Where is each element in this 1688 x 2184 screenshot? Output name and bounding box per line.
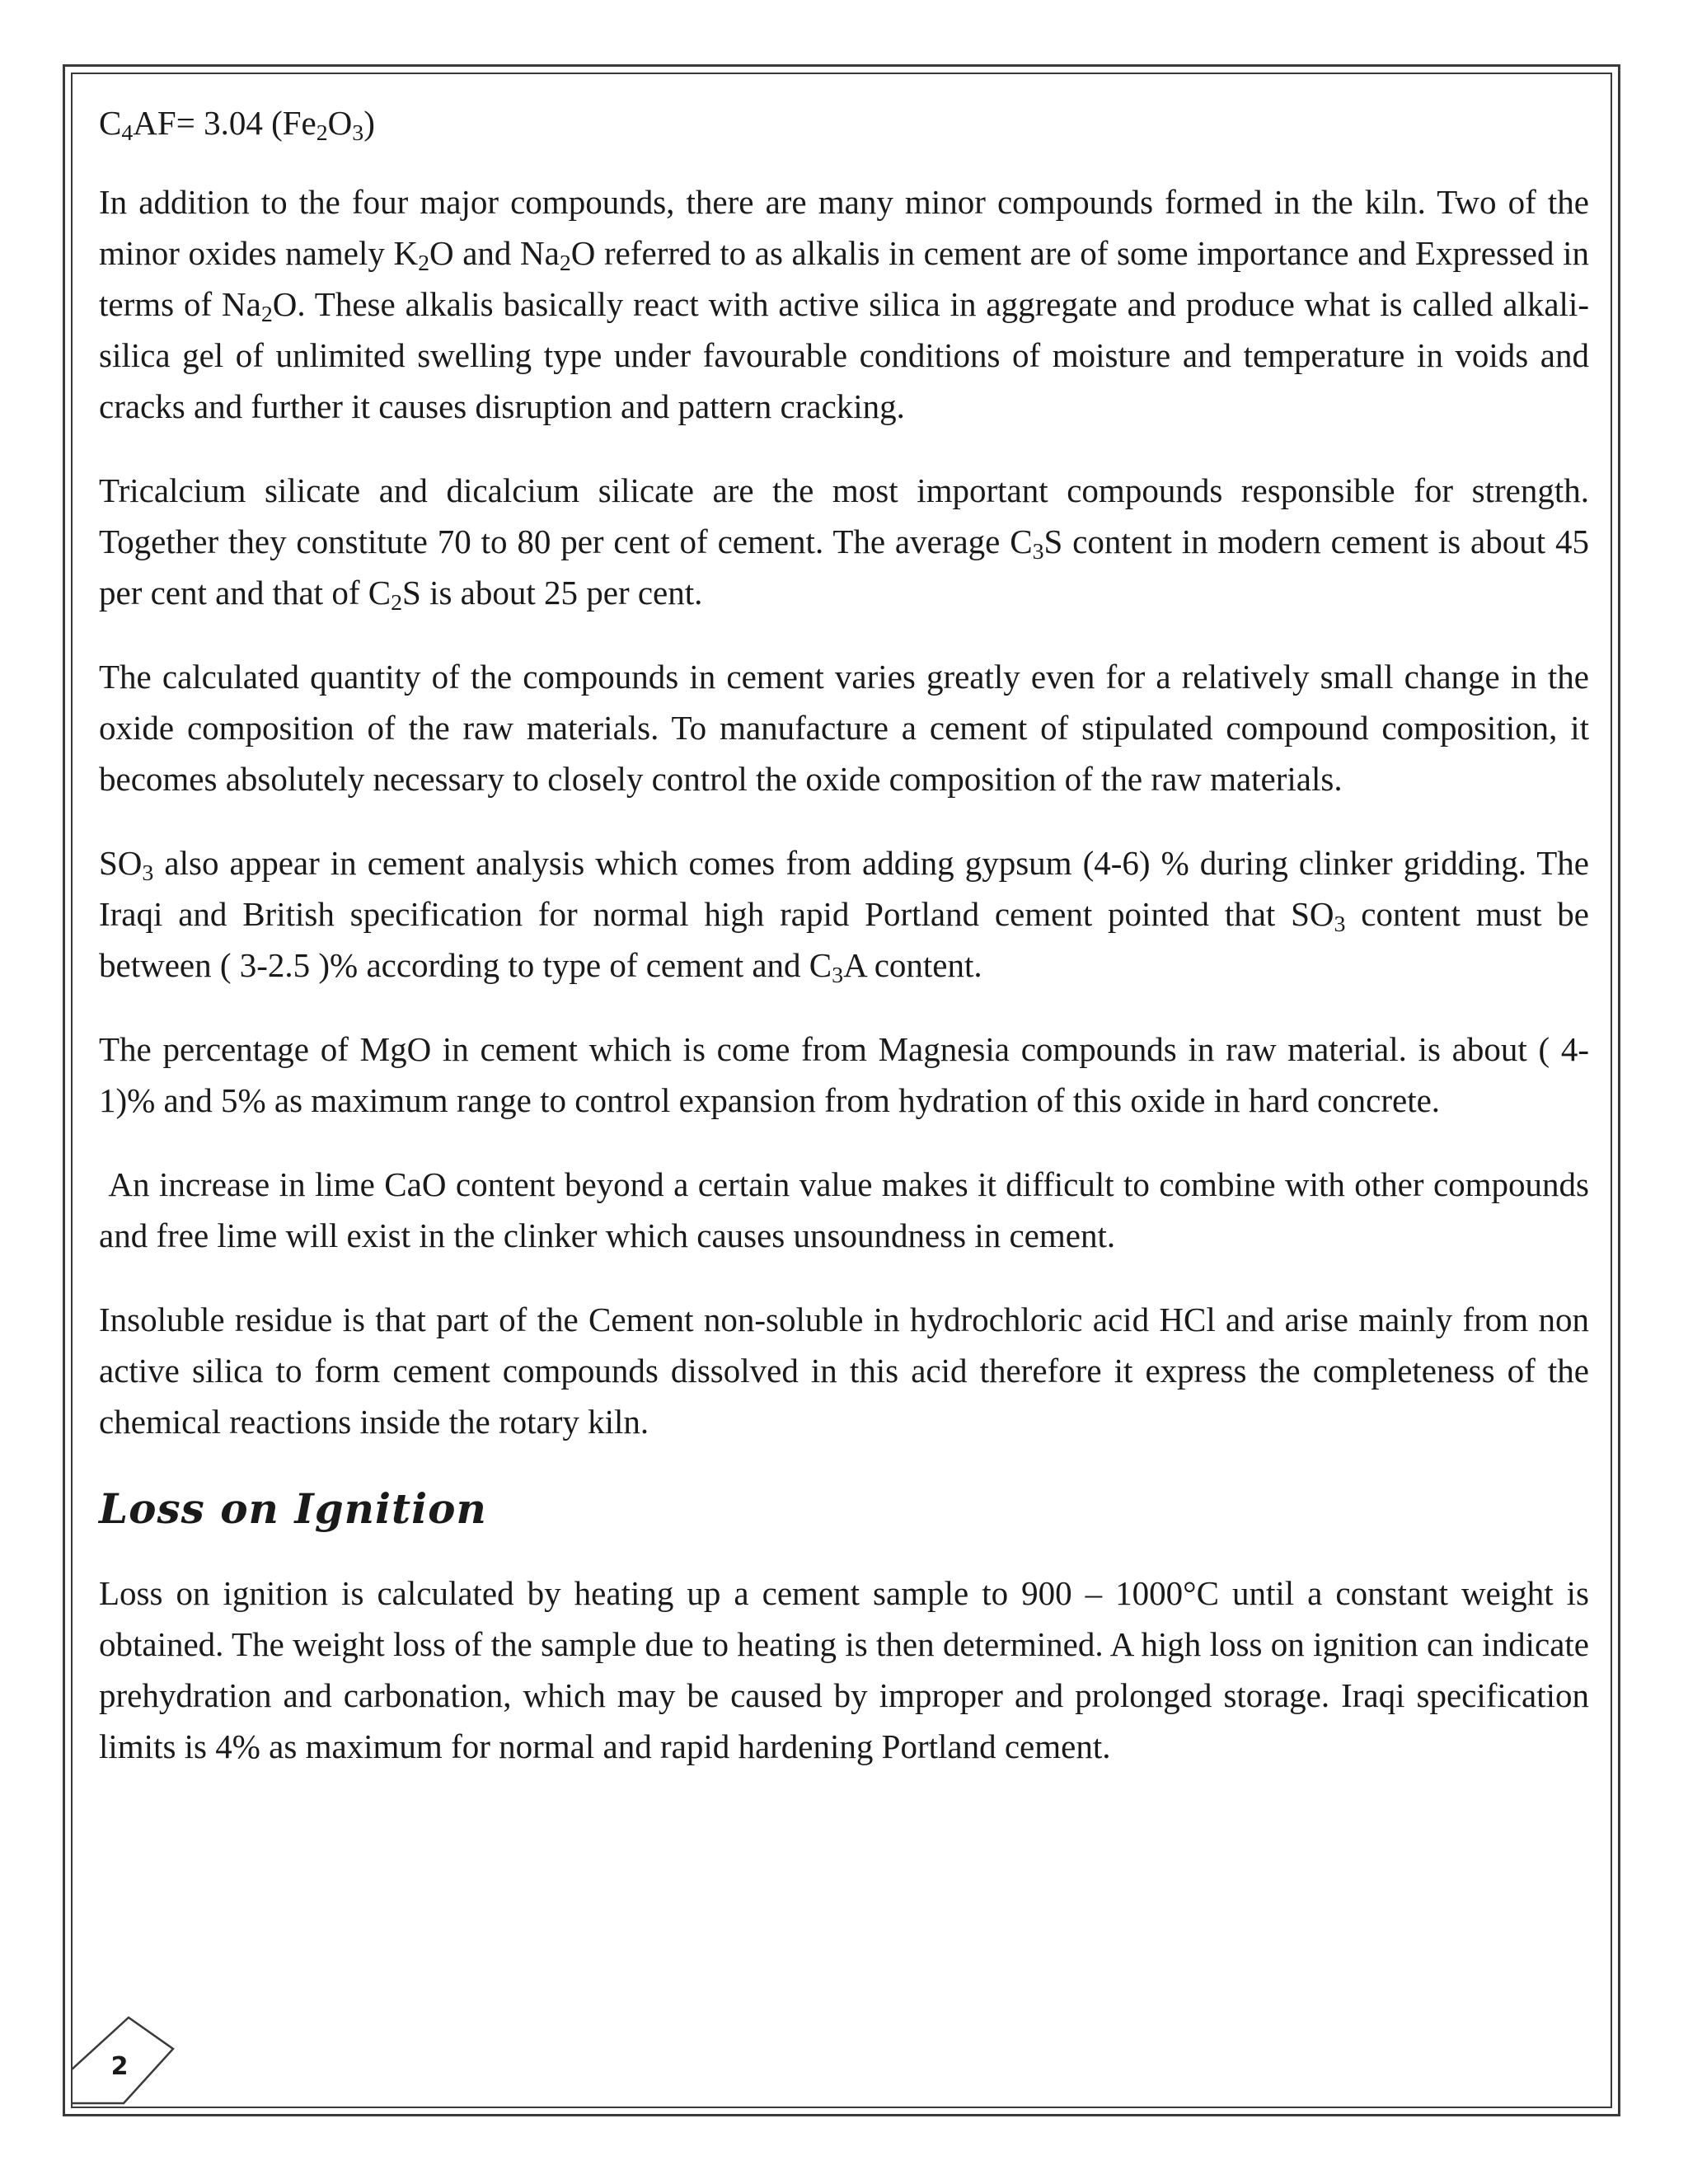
subscript: 3 [832, 962, 844, 988]
subscript: 2 [391, 589, 403, 616]
paragraph-silicates [99, 465, 1589, 618]
text-run: S content in modern cement is about 45 per cent and that of C [99, 523, 1589, 612]
text-run: O. These alkalis basically react with active silica in aggregate and produce what is called alkali-silica gel of unlimited swelling type under favourable conditions of moisture and temperature in voids and cracks and further it causes disruption and pattern cracking. [99, 285, 1589, 425]
page-number: 2 [110, 2052, 129, 2081]
subscript: 3 [142, 860, 154, 886]
text-run: A content. [843, 946, 982, 984]
formula-text: ) [363, 104, 375, 142]
subscript: 2 [418, 250, 430, 276]
subscript: 3 [1334, 911, 1346, 937]
subscript: 2 [260, 301, 273, 327]
page-content [99, 97, 1589, 1805]
paragraph-minor-compounds [99, 176, 1589, 432]
paragraph-lime: An increase in lime CaO content beyond a certain value makes it difficult to combine with other compounds and free lime will exist in the clinker which causes unsoundness in cement. [99, 1165, 1589, 1254]
text-run: Tricalcium silicate and dicalcium silicate are the most important compounds responsible for strength. Together they constitute 70 to 80 per cent of cement. The average C [99, 471, 1589, 560]
paragraph-insoluble-residue: Insoluble residue is that part of the Cement non-soluble in hydrochloric acid HCl and arise mainly from non active silica to form cement compounds dissolved in this acid therefore it express the completeness of the chemical reactions inside the rotary kiln. [99, 1301, 1589, 1441]
text-run: SO [99, 844, 143, 882]
formula-text: O [327, 104, 353, 142]
text-run: S is about 25 per cent. [402, 574, 703, 612]
paragraph-mgo: The percentage of MgO in cement which is come from Magnesia compounds in raw material. is about ( 4-1)% and 5% as maximum range to control expansion from hydration of this oxide in hard concrete. [99, 1030, 1589, 1119]
formula-subscript: 4 [121, 120, 134, 146]
section-heading-loss-on-ignition: Loss on Ignition [99, 1484, 487, 1533]
text-run: content must be between ( 3-2.5 )% according to type of cement and C [99, 895, 1589, 984]
formula-text: C [99, 104, 122, 142]
subscript: 3 [1032, 538, 1044, 565]
formula-text: AF= 3.04 (Fe [133, 104, 316, 142]
paragraph-so3 [99, 837, 1589, 991]
paragraph-loss-on-ignition: Loss on ignition is calculated by heating up a cement sample to 900 – 1000°C until a constant weight is obtained. The weight loss of the sample due to heating is then determined. A high loss on ignition can indicate prehydration and carbonation, which may be caused by improper and prolonged storage. Iraqi specification limits is 4% as maximum for normal and rapid hardening Portland cement. [99, 1574, 1589, 1765]
subscript: 2 [559, 250, 571, 276]
formula-c4af [99, 97, 1589, 148]
formula-subscript: 3 [352, 120, 364, 146]
formula-subscript: 2 [316, 120, 328, 146]
text-run: O referred to as alkalis in cement are of some importance and Expressed in terms of Na [99, 234, 1589, 323]
text-run: In addition to the four major compounds, there are many minor compounds formed in the kiln. Two of the minor oxides namely K [99, 183, 1589, 272]
paragraph-calculated-quantity: The calculated quantity of the compounds in cement varies greatly even for a relatively small change in the oxide composition of the raw materials. To manufacture a cement of stipulated compound composition, it becomes absolutely necessary to closely control the oxide composition of the raw materials. [99, 658, 1589, 798]
text-run: O and Na [429, 234, 560, 272]
text-run: also appear in cement analysis which comes from adding gypsum (4-6) % during clinker gridding. The Iraqi and British specification for normal high rapid Portland cement pointed that SO [99, 844, 1589, 933]
